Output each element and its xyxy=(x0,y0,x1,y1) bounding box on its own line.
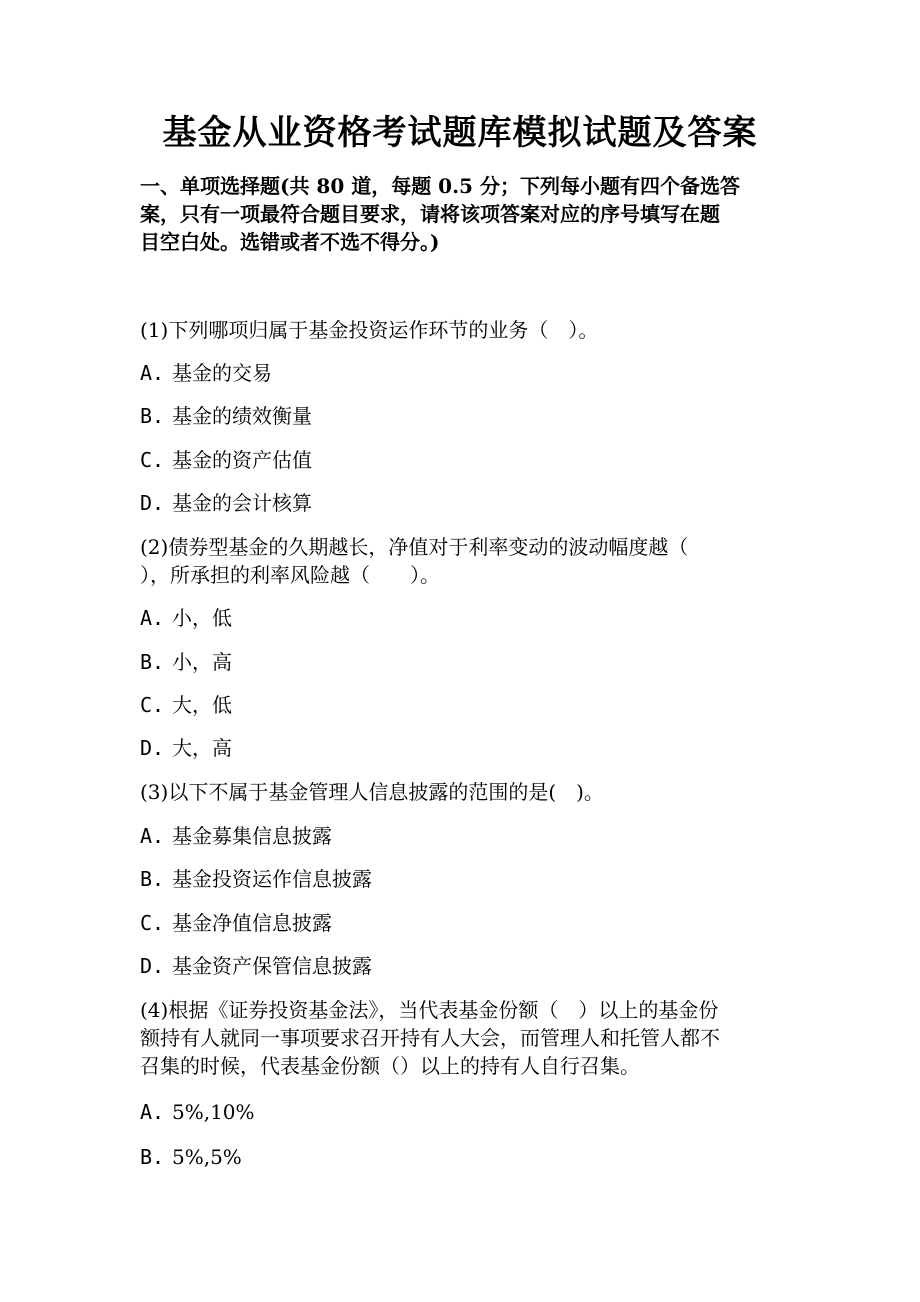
option-letter: D. xyxy=(140,491,165,515)
option-text: 大，低 xyxy=(172,693,232,717)
option-text: 基金的资产估值 xyxy=(172,448,312,472)
option-letter: B. xyxy=(140,1145,165,1169)
option-letter: C. xyxy=(140,448,165,472)
option-letter: A. xyxy=(140,606,165,630)
option-letter: B. xyxy=(140,650,165,674)
question-1-option-b xyxy=(140,402,800,430)
question-4-option-b xyxy=(140,1143,800,1171)
question-3-option-d xyxy=(140,952,800,980)
option-text: 基金净值信息披露 xyxy=(172,911,332,935)
question-1-option-c xyxy=(140,446,800,474)
option-text: 大，高 xyxy=(172,736,232,760)
option-letter: A. xyxy=(140,361,165,385)
option-letter: C. xyxy=(140,693,165,717)
option-letter: C. xyxy=(140,911,165,935)
document-title: 基金从业资格考试题库模拟试题及答案 xyxy=(162,113,758,153)
question-2-option-d xyxy=(140,734,800,762)
option-text: 小，低 xyxy=(172,606,232,630)
intro-line-2: 案，只有一项最符合题目要求，请将该项答案对应的序号填写在题 xyxy=(140,202,720,226)
option-text: 基金资产保管信息披露 xyxy=(172,954,372,978)
option-letter: B. xyxy=(140,404,165,428)
option-text: 5%,10% xyxy=(172,1100,255,1124)
question-2-option-c xyxy=(140,691,800,719)
question-2-stem-line-1: (2)债券型基金的久期越长，净值对于利率变动的波动幅度越（ xyxy=(140,535,689,559)
question-1-option-d xyxy=(140,489,800,517)
question-3-option-c xyxy=(140,909,800,937)
question-4-stem-line-2: 额持有人就同一事项要求召开持有人大会，而管理人和托管人都不 xyxy=(140,1026,720,1050)
option-text: 基金的会计核算 xyxy=(172,491,312,515)
question-4-stem-line-1: (4)根据《证券投资基金法》，当代表基金份额（ ）以上的基金份 xyxy=(140,998,719,1022)
option-text: 基金投资运作信息披露 xyxy=(172,867,372,891)
question-3-stem: (3)以下不属于基金管理人信息披露的范围的是( )。 xyxy=(140,780,604,804)
question-2-stem-line-2: ），所承担的利率风险越（ ）。 xyxy=(140,563,440,587)
option-text: 基金的交易 xyxy=(172,361,272,385)
question-2-option-b xyxy=(140,648,800,676)
option-letter: A. xyxy=(140,1100,165,1124)
question-4-stem-line-3: 召集的时候，代表基金份额（）以上的持有人自行召集。 xyxy=(140,1054,640,1078)
question-1-stem: (1)下列哪项归属于基金投资运作环节的业务（ ）。 xyxy=(140,318,599,342)
option-text: 小，高 xyxy=(172,650,232,674)
option-text: 基金的绩效衡量 xyxy=(172,404,312,428)
question-2-option-a xyxy=(140,604,800,632)
question-3-option-b xyxy=(140,865,800,893)
intro-line-1: 一、单项选择题(共 80 道，每题 0.5 分；下列每小题有四个备选答 xyxy=(140,174,740,198)
question-4-option-a xyxy=(140,1098,800,1126)
option-letter: A. xyxy=(140,824,165,848)
question-3-option-a xyxy=(140,822,800,850)
intro-line-3: 目空白处。选错或者不选不得分。) xyxy=(140,230,440,254)
option-letter: D. xyxy=(140,954,165,978)
question-1-option-a xyxy=(140,359,800,387)
option-letter: B. xyxy=(140,867,165,891)
option-text: 基金募集信息披露 xyxy=(172,824,332,848)
option-letter: D. xyxy=(140,736,165,760)
option-text: 5%,5% xyxy=(172,1145,242,1169)
